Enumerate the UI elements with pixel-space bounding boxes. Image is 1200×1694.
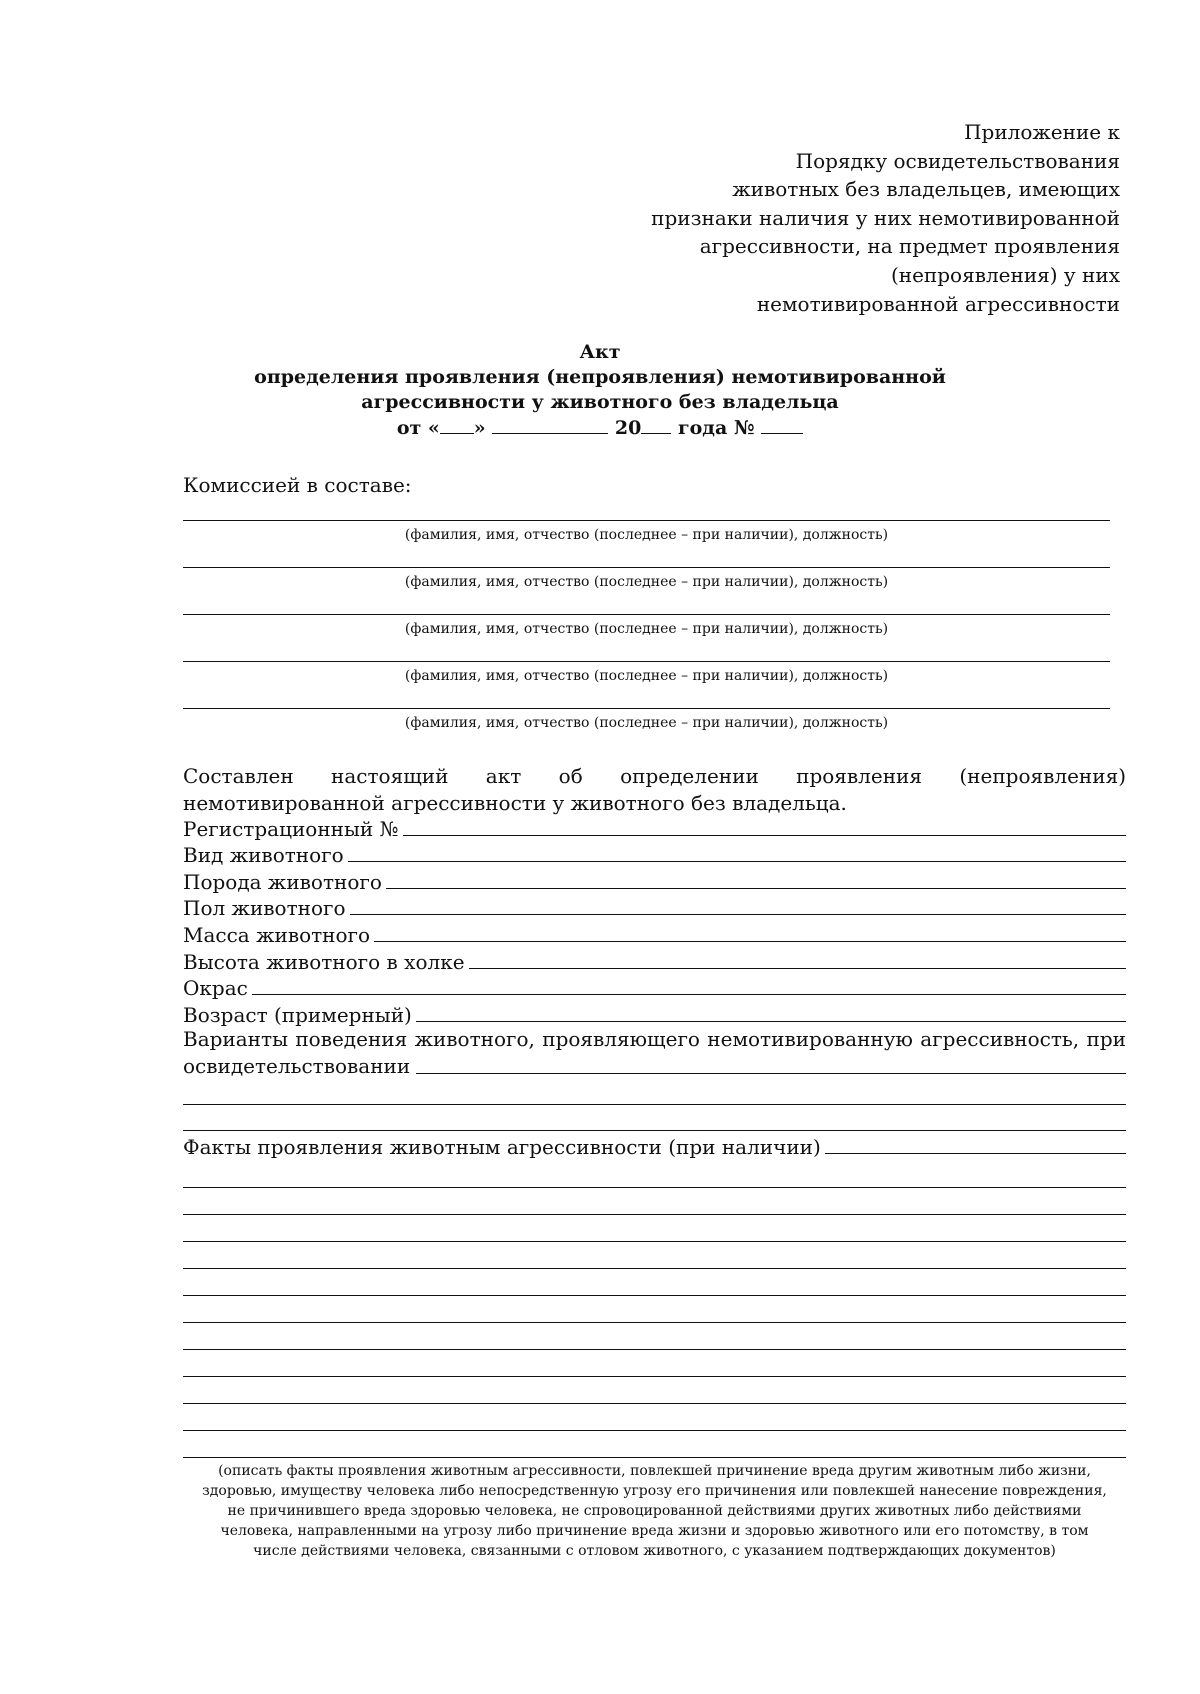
animal-fields [183,815,1126,1028]
field-label: Вид животного [183,843,344,868]
field-entry-line[interactable] [252,993,1126,995]
entry-line[interactable] [183,1241,1126,1242]
entry-line[interactable] [183,1430,1126,1431]
field-sex [183,895,1126,922]
date-prefix: от « [396,417,440,439]
entry-line[interactable] [183,1104,1126,1105]
entry-line[interactable] [183,1322,1126,1323]
entry-line[interactable] [183,1214,1126,1215]
entry-line[interactable] [183,1349,1126,1350]
behavior-word: животного, [414,1027,535,1051]
appendix-line: признаки наличия у них немотивированной [651,205,1120,230]
intro-paragraph: Составлен настоящий акт об определении проявления (непроявления) немотивированной агрессивности у животного без владельца. [183,764,1126,815]
entry-line[interactable] [183,1187,1126,1188]
appendix-line: немотивированной агрессивности [756,291,1120,316]
field-age [183,1001,1126,1028]
commission-label: Комиссией в составе: [183,473,412,497]
behavior-word: агрессивность, [920,1027,1080,1051]
member-row [183,647,1110,694]
act-title-line: агрессивности у животного без владельца [361,391,839,413]
entry-line[interactable] [183,1268,1126,1269]
year-blank[interactable] [641,415,671,434]
field-label: Возраст (примерный) [183,1002,412,1027]
month-blank[interactable] [492,415,608,434]
field-weight [183,921,1126,948]
commission-members [183,506,1110,741]
act-title-line: определения проявления (непроявления) немотивированной [254,366,946,388]
entry-line[interactable] [183,1457,1126,1458]
behavior-entry-line[interactable] [416,1073,1126,1074]
field-breed [183,868,1126,895]
member-entry-line[interactable] [183,614,1110,615]
field-entry-line[interactable] [386,887,1126,889]
field-label: Пол животного [183,896,346,921]
act-title [0,340,1200,441]
behavior-section [183,1026,1126,1080]
field-entry-line[interactable] [348,860,1126,862]
appendix-line: (непроявления) у них [890,262,1120,287]
number-blank[interactable] [761,415,803,434]
field-entry-line[interactable] [416,1020,1126,1022]
act-date-line [397,415,803,441]
field-entry-line[interactable] [469,967,1126,969]
behavior-word: немотивированную [707,1027,913,1051]
facts-entry-line[interactable] [825,1153,1126,1154]
member-caption: (фамилия, имя, отчество (последнее – при наличии), должность) [404,574,889,590]
note-line: не причинившего вреда здоровью человека, не спровоцированной действиями других животных либо действиями [227,1503,1082,1519]
behavior-entry-row [183,1053,1126,1080]
member-caption: (фамилия, имя, отчество (последнее – при наличии), должность) [404,668,889,684]
note-line: человека, направленными на угрозу либо причинение вреда жизни и здоровью животного или его потомству, в том [220,1523,1089,1539]
field-label: Порода животного [183,869,382,894]
year-prefix: 20 [614,417,642,439]
member-entry-line[interactable] [183,567,1110,568]
field-registration-number [183,815,1126,842]
behavior-word: поведения [295,1027,408,1051]
member-row [183,553,1110,600]
appendix-line: Приложение к [964,120,1120,144]
entry-line[interactable] [183,1403,1126,1404]
field-color [183,975,1126,1002]
appendix-line: агрессивности, на предмет проявления [699,234,1120,259]
field-label: Высота животного в холке [183,949,465,974]
entry-line[interactable] [183,1295,1126,1296]
field-entry-line[interactable] [374,940,1126,942]
member-caption: (фамилия, имя, отчество (последнее – при наличии), должность) [404,621,889,637]
entry-line[interactable] [183,1130,1126,1131]
member-caption: (фамилия, имя, отчество (последнее – при наличии), должность) [404,715,889,731]
appendix-line: животных без владельцев, имеющих [732,177,1120,202]
behavior-word: проявляющего [542,1027,700,1051]
field-height [183,948,1126,975]
year-suffix: года № [677,417,755,439]
day-blank[interactable] [440,415,474,434]
field-entry-line[interactable] [403,834,1126,836]
facts-note [183,1461,1126,1561]
field-label: Окрас [183,976,248,1001]
note-line: числе действиями человека, связанными с отловом животного, с указанием подтверждающих документов) [253,1543,1056,1559]
member-entry-line[interactable] [183,661,1110,662]
member-caption: (фамилия, имя, отчество (последнее – при наличии), должность) [404,527,889,543]
note-line: здоровью, имуществу человека либо непосредственную угрозу его причинения или повлекшей нанесение повреждения, [202,1483,1107,1499]
appendix-header [600,118,1120,318]
member-entry-line[interactable] [183,708,1110,709]
field-entry-line[interactable] [350,913,1126,915]
act-title-word: Акт [579,341,621,363]
member-row [183,694,1110,741]
behavior-word: Варианты [183,1027,288,1051]
behavior-label-cont: освидетельствовании [183,1054,411,1078]
field-label: Регистрационный № [183,816,399,841]
member-row [183,506,1110,553]
member-entry-line[interactable] [183,520,1110,521]
behavior-label-line [183,1026,1126,1053]
facts-row [183,1134,1126,1160]
date-quote-close: » [473,417,486,439]
member-row [183,600,1110,647]
field-label: Масса животного [183,922,371,947]
field-species [183,842,1126,869]
behavior-word: при [1086,1027,1126,1051]
appendix-line: Порядку освидетельствования [795,148,1120,173]
note-line: (описать факты проявления животным агрессивности, повлекшей причинение вреда другим животным либо жизни, [218,1463,1091,1479]
entry-line[interactable] [183,1376,1126,1377]
facts-label: Факты проявления животным агрессивности (при наличии) [183,1135,821,1159]
